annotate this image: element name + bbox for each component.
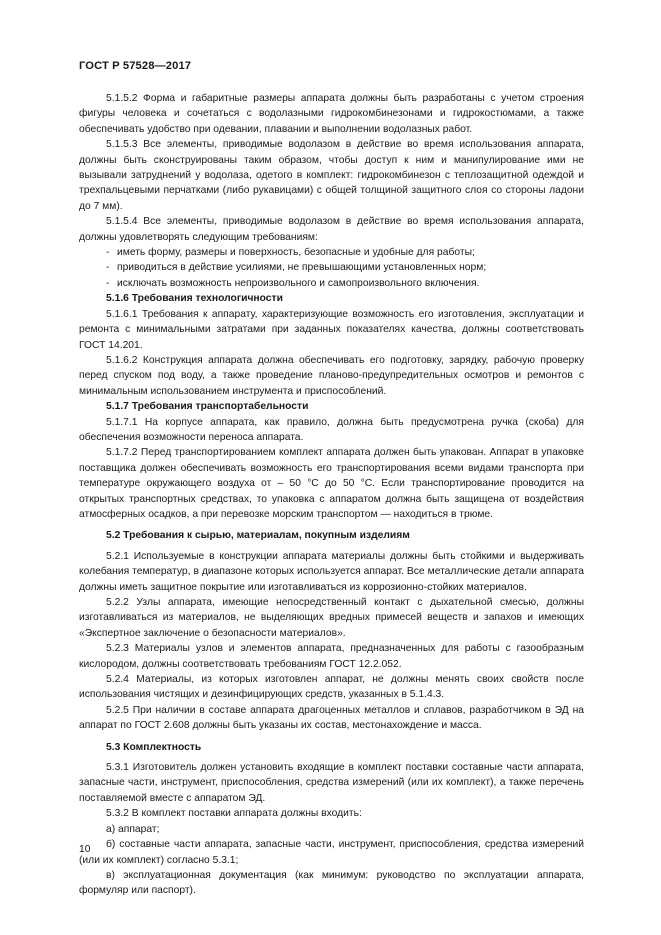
paragraph-5-2-1: 5.2.1 Используемые в конструкции аппарата материалы должны быть стойкими и выдерживать колебания температур, в диапазоне которых используется аппарат. Все металлические детали аппарата должны иметь защитное покрытие или изготавливаться из коррозионно-стойких материалов. — [79, 550, 584, 593]
list-item-a: а) аппарат; — [106, 823, 160, 835]
paragraph-5-1-5-3: 5.1.5.3 Все элементы, приводимые водолазом в действие во время использования аппарата, должны быть сконструированы таким образом, чтобы доступ к ним и манипулирование ими не вызывали затруднений у водолаза, одетого в комплект: гидрокомбинезон с теплозащитной одеждой и трехпальцевыми перчатками (либо рукавицами) с общей толщиной защитного слоя со стороны ладони до 7 мм). — [79, 139, 584, 212]
list-item: - исключать возможность непроизвольного и самопроизвольного включения. — [79, 276, 584, 291]
list-item: - приводиться в действие усилиями, не превышающими установленных норм; — [79, 260, 584, 275]
paragraph-5-1-6-1: 5.1.6.1 Требования к аппарату, характеризующие возможность его изготовления, эксплуатации и ремонта с минимальными затратами при заданных показателях качества, должны соответствовать ГОСТ 14.201. — [79, 308, 584, 351]
list-item-b: б) составные части аппарата, запасные части, инструмент, приспособления, средства измерений (или их комплект) согласно 5.3.1; — [79, 839, 584, 866]
paragraph-5-3-1: 5.3.1 Изготовитель должен установить входящие в комплект поставки составные части аппарата, запасные части, инструмент, приспособления, средства измерений (или их комплект), а также перечень поставляемой вместе с аппаратом ЭД. — [79, 762, 584, 804]
subsection-heading-5-1-7: 5.1.7 Требования транспортабельности — [106, 401, 309, 413]
document-body — [79, 91, 584, 899]
list-item: - иметь форму, размеры и поверхность, безопасные и удобные для работы; — [79, 245, 584, 260]
paragraph-5-2-4: 5.2.4 Материалы, из которых изготовлен аппарат, не должны менять своих свойств после использования чистящих и дезинфицирующих средств, указанных в 5.1.4.3. — [79, 674, 584, 701]
paragraph-5-1-5-4: 5.1.5.4 Все элементы, приводимые водолазом в действие во время использования аппарата, должны удовлетворять следующим требованиям: — [79, 216, 584, 243]
paragraph-5-2-2: 5.2.2 Узлы аппарата, имеющие непосредственный контакт с дыхательной смесью, должны изготавливаться из материалов, не выделяющих вредных примесей веществ и запахов и имеющих «Экспертное заключение о безопасности материалов». — [79, 597, 584, 639]
list-item-c: в) эксплуатационная документация (как минимум: руководство по эксплуатации аппарата, формуляр или паспорт). — [79, 869, 584, 897]
paragraph-5-3-2: 5.3.2 В комплект поставки аппарата должны входить: — [106, 808, 362, 820]
paragraph-5-2-3: 5.2.3 Материалы узлов и элементов аппарата, предназначенных для работы с газообразным кислородом, должны соответствовать требованиям ГОСТ 12.2.052. — [79, 643, 584, 670]
section-heading-5-3: 5.3 Комплектность — [106, 741, 202, 753]
paragraph-5-1-7-1: 5.1.7.1 На корпусе аппарата, как правило, должна быть предусмотрена ручка (скоба) для обеспечения возможности переноса аппарата. — [79, 416, 584, 443]
paragraph-5-1-5-2: 5.1.5.2 Форма и габаритные размеры аппарата должны быть разработаны с учетом строения фигуры человека и сочетаться с водолазными гидрокомбинезонами и гидрокостюмами, а также обеспечивать удобство при одевании, плавании и выполнении водолазных работ. — [79, 93, 584, 135]
dash-bullet: - — [106, 262, 110, 274]
paragraph-5-1-6-2: 5.1.6.2 Конструкция аппарата должна обеспечивать его подготовку, зарядку, рабочую проверку перед спуском под воду, а также проведение планово-предупредительных осмотров и ремонтов с минимальным использованием инструмента и приспособлений. — [79, 354, 584, 397]
document-header: ГОСТ Р 57528—2017 — [79, 60, 192, 72]
paragraph-5-1-7-2: 5.1.7.2 Перед транспортированием комплект аппарата должен быть упакован. Аппарат в упаковке поставщика должен обеспечивать возможность его транспортирования всеми видами транспорта при температуре окружающего воздуха от – 50 °С до 50 °С. Если транспортирование проводится на открытых транспортных средствах, то упаковка с аппаратом должна быть защищена от воздействия атмосферных осадков, а при перевозке морским транспортом — находиться в трюме. — [79, 447, 584, 520]
paragraph-5-2-5: 5.2.5 При наличии в составе аппарата драгоценных металлов и сплавов, разработчиком в ЭД на аппарат по ГОСТ 2.608 должны быть указаны их состав, местонахождение и масса. — [79, 704, 584, 732]
page-number: 10 — [79, 844, 91, 855]
subsection-heading-5-1-6: 5.1.6 Требования технологичности — [106, 293, 283, 305]
section-heading-5-2: 5.2 Требования к сырью, материалам, покупным изделиям — [106, 530, 410, 542]
dash-bullet: - — [106, 277, 110, 289]
dash-bullet: - — [106, 247, 110, 259]
